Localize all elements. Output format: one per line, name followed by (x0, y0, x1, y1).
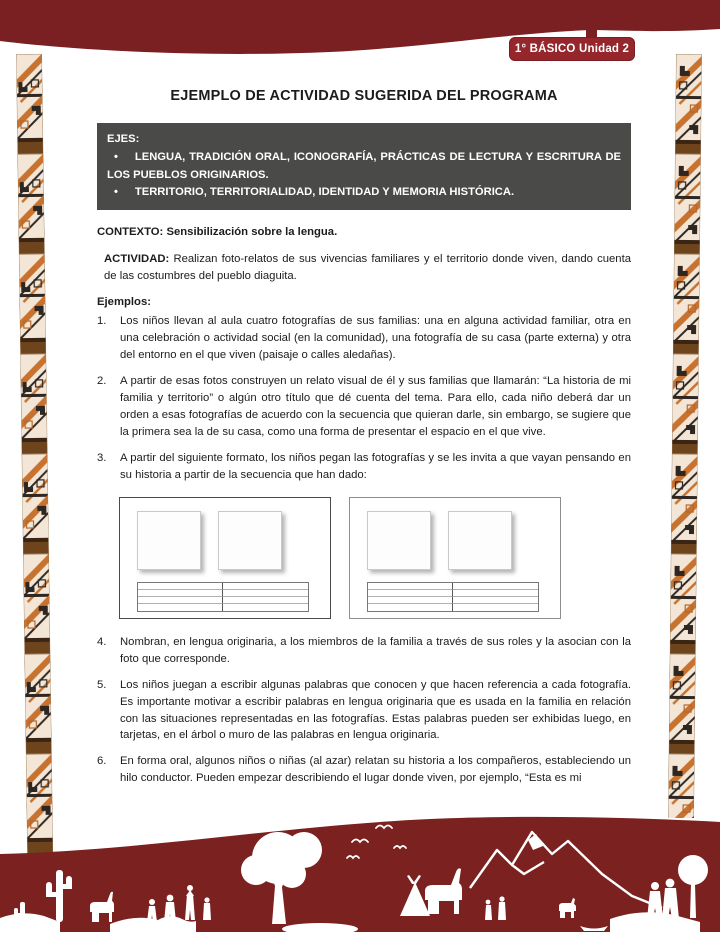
list-item (97, 753, 631, 787)
list-item-text: A partir de esas fotos construyen un relato visual de él y sus familias que llamarán: “La historia de mi familia y territorio” o algún otro título que dé cuenta del tema. Para ello, cada niño deberá dar un orden a esas fotografías de acuerdo con la secuencia que quieran darle, sin embargo, se sugiere que la primera sea la de su casa, como una forma de presentar el espacio en el que vive. (120, 375, 631, 438)
caption-cell (138, 583, 223, 590)
list-item (97, 634, 631, 668)
photo-layout-diagram (119, 497, 631, 619)
list-item-number: 1. (97, 315, 107, 328)
caption-cell (453, 590, 538, 597)
caption-cell (223, 597, 308, 604)
photo-placeholder (367, 511, 431, 570)
list-item-number: 2. (97, 375, 107, 388)
list-item-text: Los niños juegan a escribir algunas palabras que conocen y que hacen referencia a cada fotografía. Es importante motivar a escribir palabras en lengua originaria que es usada en la familia en relación con las situaciones representadas en las fotografías. Estas palabras pueden ser exhibidas luego, en tarjetas, en el árbol o muro de las palabras en lengua originaria. (120, 678, 631, 742)
ejes-heading: EJES: (107, 133, 140, 145)
footer-silhouette (0, 810, 720, 932)
page-title: EJEMPLO DE ACTIVIDAD SUGERIDA DEL PROGRAMA (170, 88, 558, 104)
list-item-text: Nombran, en lengua originaria, a los miembros de la familia a través de sus roles y la asocian con la foto que corresponde. (120, 635, 631, 665)
photo-row (367, 511, 560, 570)
caption-table (367, 582, 539, 612)
list-item-text: Los niños llevan al aula cuatro fotografías de sus familias: una en alguna actividad familiar, otra en una celebración o actividad social (en la comunidad), una fotografía de su casa (parte externa) y otra del entorno en el que viven (paisaje o calles aledañas). (120, 315, 631, 362)
caption-cell (223, 590, 308, 597)
ejes-box (97, 123, 631, 210)
photo-placeholder (218, 511, 282, 570)
ejes-item (107, 149, 621, 184)
left-border-pattern (16, 54, 53, 854)
photo-placeholder (448, 511, 512, 570)
photo-placeholder (137, 511, 201, 570)
caption-table (137, 582, 309, 612)
photo-frame-box (119, 497, 331, 619)
ejes-item-text: LENGUA, TRADICIÓN ORAL, ICONOGRAFÍA, PRÁCTICAS DE LECTURA Y ESCRITURA DE LOS PUEBLOS ORIGINARIOS. (107, 151, 621, 181)
actividad-label: ACTIVIDAD: (104, 253, 170, 266)
caption-cell (138, 597, 223, 604)
bullet-icon: • (114, 151, 118, 164)
caption-cell (453, 604, 538, 611)
contexto-label: CONTEXTO: (97, 226, 164, 239)
unit-badge: 1° BÁSICO Unidad 2 (509, 37, 635, 61)
caption-cell (223, 583, 308, 590)
photo-frame-box (349, 497, 561, 619)
ejes-item (107, 184, 621, 201)
document-content (97, 88, 631, 796)
list-item-number: 5. (97, 678, 107, 691)
contexto-text: Sensibilización sobre la lengua. (166, 226, 338, 239)
list-item (97, 313, 631, 364)
caption-cell (453, 597, 538, 604)
actividad-paragraph (97, 251, 631, 285)
photo-row (137, 511, 330, 570)
ejes-item-text: TERRITORIO, TERRITORIALIDAD, IDENTIDAD Y MEMORIA HISTÓRICA. (134, 186, 515, 199)
list-item (97, 677, 631, 745)
caption-cell (138, 590, 223, 597)
list-item-text: En forma oral, algunos niños o niñas (al azar) relatan su historia a los compañeros, estableciendo un hilo conductor. Pueden empezar describiendo el lugar donde viven, por ejemplo, “Esta es mi (120, 755, 631, 785)
list-item-text: A partir del siguiente formato, los niños pegan las fotografías y se les invita a que vayan pensando en su historia a partir de la secuencia que han dado: (120, 451, 631, 481)
contexto-line (97, 226, 631, 238)
caption-cell (453, 583, 538, 590)
caption-cell (368, 597, 453, 604)
right-border-pattern (668, 54, 702, 818)
ejemplos-heading: Ejemplos: (97, 296, 151, 309)
list-item-number: 6. (97, 755, 107, 768)
caption-cell (138, 604, 223, 611)
list-item-number: 4. (97, 635, 107, 648)
caption-cell (223, 604, 308, 611)
bullet-icon: • (114, 186, 118, 199)
caption-cell (368, 583, 453, 590)
caption-cell (368, 590, 453, 597)
list-item-number: 3. (97, 451, 107, 464)
list-item (97, 373, 631, 441)
list-item (97, 450, 631, 484)
caption-cell (368, 604, 453, 611)
actividad-text: Realizan foto-relatos de sus vivencias familiares y el territorio donde viven, dando cuenta de las costumbres del pueblo diaguita. (104, 253, 631, 283)
